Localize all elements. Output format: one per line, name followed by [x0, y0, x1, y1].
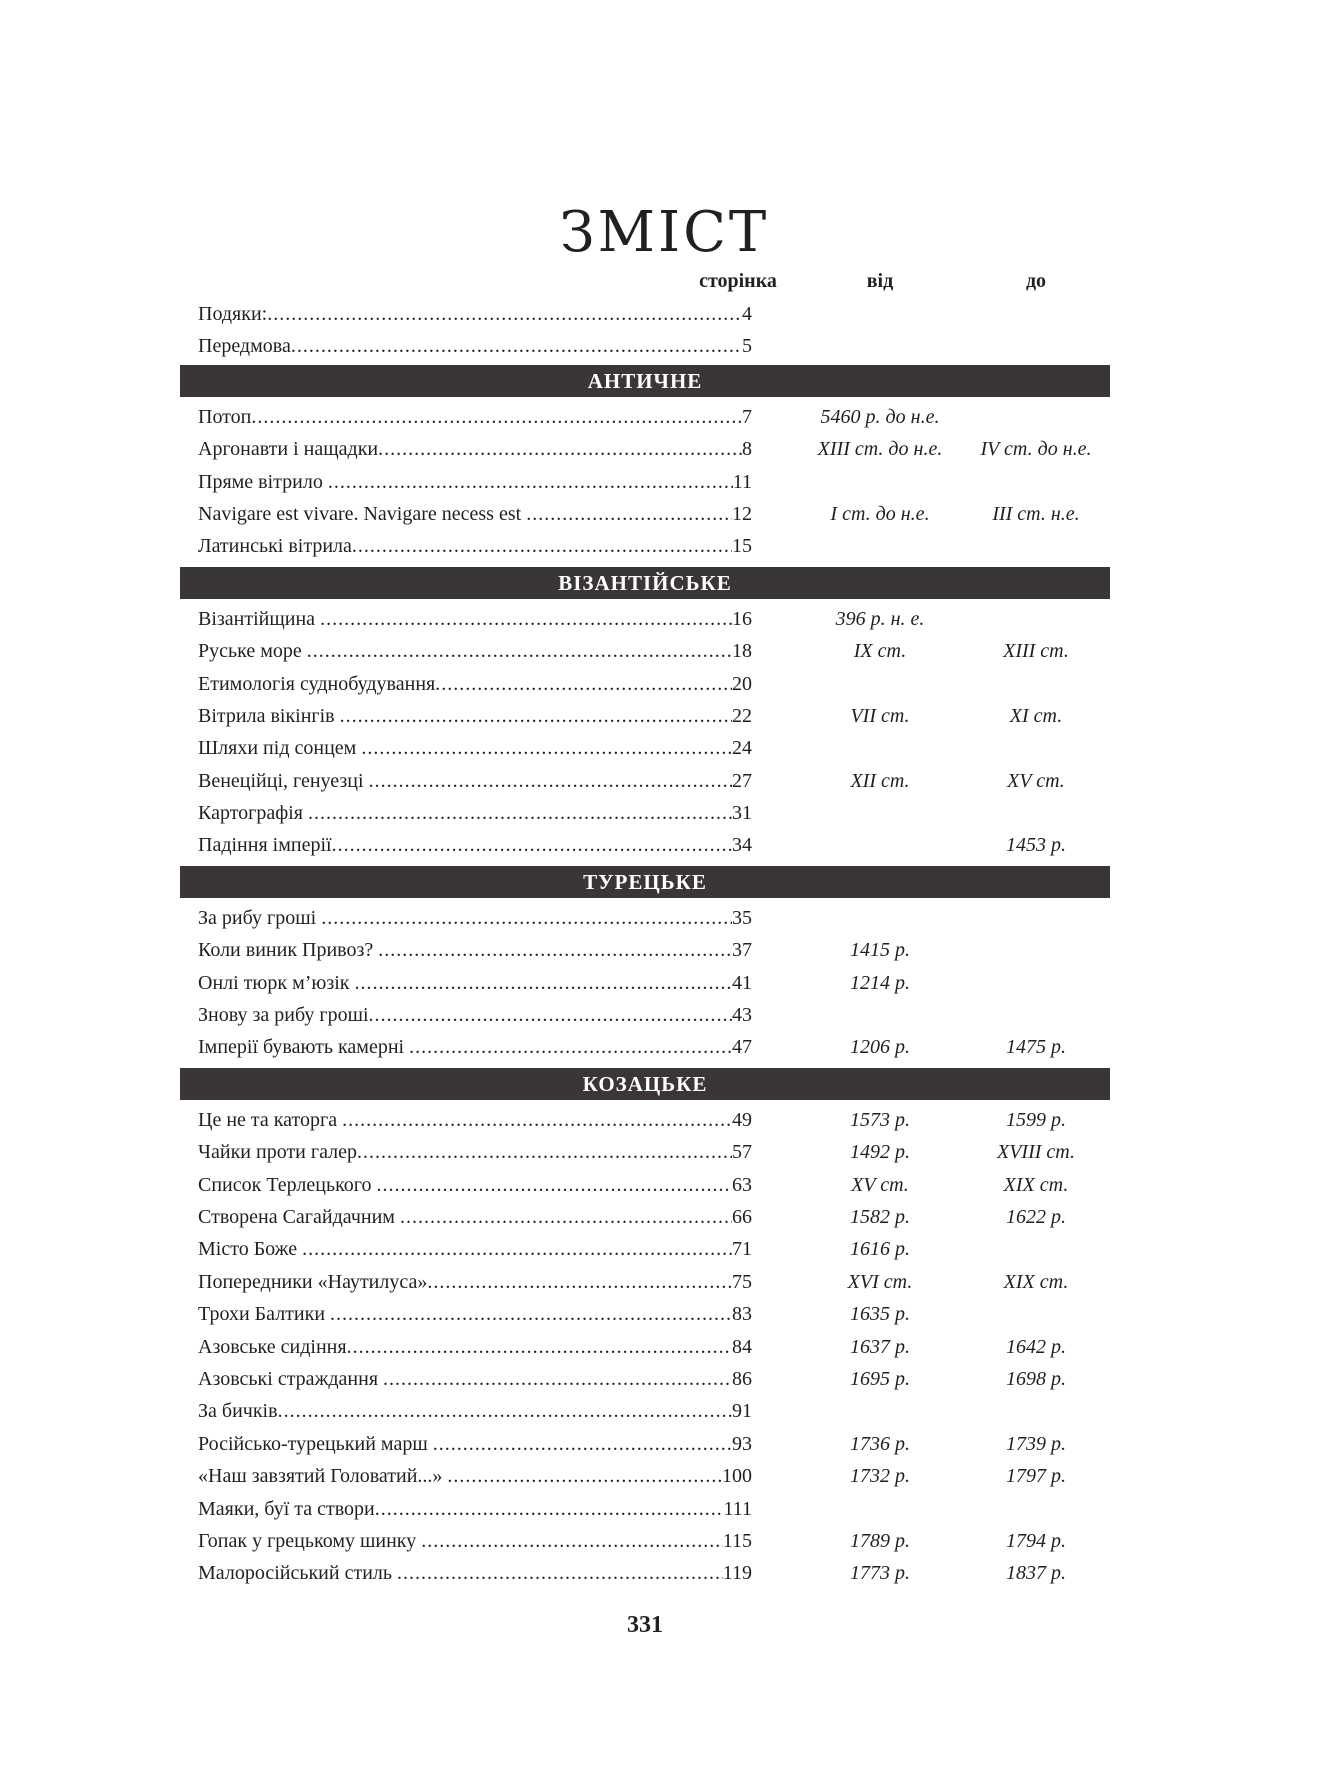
toc-row — [180, 668, 1110, 700]
toc-page-number: 57 — [732, 1141, 752, 1164]
dot-leader — [375, 1493, 724, 1525]
dot-leader — [397, 1557, 723, 1589]
toc-row — [180, 635, 1110, 667]
dot-leader — [267, 298, 742, 330]
toc-entry-title: Імперії бувають камерні — [198, 1036, 410, 1059]
toc-entry — [198, 668, 752, 700]
toc-entry-title: Створена Сагайдачним — [198, 1205, 400, 1228]
toc-row — [180, 902, 1110, 934]
dot-leader — [330, 1298, 732, 1330]
dot-leader — [302, 1233, 732, 1265]
toc-row — [180, 603, 1110, 635]
toc-row — [180, 1104, 1110, 1136]
toc-page-number: 75 — [732, 1270, 752, 1293]
toc-date-from: 396 р. н. е. — [835, 607, 925, 630]
toc-entry-title: Подяки: — [198, 303, 268, 325]
toc-row — [180, 1557, 1110, 1589]
toc-entry-title: Вітрила вікінгів — [198, 704, 340, 727]
toc-row — [180, 1331, 1110, 1363]
page-title: ЗМІСТ — [559, 200, 770, 265]
dot-leader — [308, 797, 732, 829]
toc-date-from: 1637 р. — [850, 1335, 910, 1358]
toc-date-to: 1698 р. — [1006, 1367, 1066, 1390]
toc-row — [180, 401, 1110, 433]
toc-page-number: 34 — [732, 834, 752, 857]
toc-page-number: 37 — [732, 939, 752, 962]
toc-date-to: 1475 р. — [1006, 1036, 1066, 1059]
dot-leader — [383, 1363, 732, 1395]
toc-page-number: 11 — [732, 470, 752, 493]
toc-date-from: 1206 р. — [850, 1036, 910, 1059]
toc-entry-title: Малоросійський стиль — [198, 1562, 397, 1585]
toc-entry-title: «Наш завзятий Головатий...» — [198, 1465, 448, 1488]
toc-row — [180, 298, 1110, 330]
toc-row — [180, 1525, 1110, 1557]
toc-row — [180, 1266, 1110, 1298]
toc-entry-title: Латинські вітрила — [198, 535, 352, 558]
toc-entry-title: Передмова — [198, 335, 291, 358]
toc-entry — [198, 732, 752, 764]
toc-entry — [198, 967, 752, 999]
toc-date-from: XVI ст. — [847, 1270, 913, 1293]
toc-date-to: 1797 р. — [1006, 1465, 1066, 1488]
column-header-from: від — [866, 270, 894, 292]
toc-row — [180, 732, 1110, 764]
toc-date-from: 1415 р. — [850, 939, 910, 962]
toc-row — [180, 1428, 1110, 1460]
toc-date-to: 1453 р. — [1006, 834, 1066, 857]
dot-leader — [347, 1331, 732, 1363]
toc-entry-title: Онлі тюрк м’юзік — [198, 971, 355, 994]
toc-entry-title: Азовське сидіння — [198, 1335, 347, 1358]
dot-leader — [352, 530, 732, 562]
toc-entry-title: Знову за рибу гроші — [198, 1004, 369, 1027]
toc-page-number: 31 — [732, 802, 752, 825]
section-header: АНТИЧНЕ — [180, 365, 1110, 397]
toc-date-to: III ст. н.е. — [992, 502, 1080, 525]
toc-entry-title: Етимологія суднобудування — [198, 672, 436, 695]
toc-row — [180, 1298, 1110, 1330]
toc-page-number: 100 — [722, 1465, 752, 1488]
toc-date-to: 1642 р. — [1006, 1335, 1066, 1358]
dot-leader — [421, 1525, 723, 1557]
toc-page-number: 49 — [732, 1108, 752, 1131]
toc-page-number: 4 — [742, 303, 752, 325]
toc-page-number: 83 — [732, 1303, 752, 1326]
dot-leader — [400, 1201, 732, 1233]
toc-entry — [198, 934, 752, 966]
toc-page-number: 93 — [732, 1432, 752, 1455]
toc-date-from: XV ст. — [851, 1173, 909, 1196]
toc-date-from: 1789 р. — [850, 1529, 910, 1552]
toc-page-number: 7 — [742, 405, 752, 428]
toc-row — [180, 1493, 1110, 1525]
toc-entry — [198, 1031, 752, 1063]
toc-date-from: 1635 р. — [850, 1303, 910, 1326]
toc-entry-title: Це не та каторга — [198, 1108, 343, 1131]
dot-leader — [409, 1031, 732, 1063]
toc-date-to: XV ст. — [1007, 769, 1065, 792]
toc-date-to: XIX ст. — [1003, 1270, 1069, 1293]
dot-leader — [278, 1395, 732, 1427]
toc-entry-title: Чайки проти галер — [198, 1141, 357, 1164]
toc-entry-title: Гопак у грецькому шинку — [198, 1529, 422, 1552]
toc-row — [180, 330, 1110, 362]
toc-entry — [198, 603, 752, 635]
toc-page-number: 15 — [732, 535, 752, 558]
dot-leader — [320, 603, 732, 635]
toc-entry — [198, 1395, 752, 1427]
toc-row — [180, 797, 1110, 829]
toc-entry — [198, 635, 752, 667]
toc-date-to: IV ст. до н.е. — [980, 438, 1092, 461]
toc-entry-title: Navigare est vivare. Navigare necess est — [198, 502, 527, 525]
toc-row — [180, 1460, 1110, 1492]
toc-entry — [198, 1169, 752, 1201]
toc-entry — [198, 700, 752, 732]
toc-row — [180, 1136, 1110, 1168]
toc-page-number: 115 — [722, 1529, 752, 1552]
toc-entry — [198, 999, 752, 1031]
toc-entry — [198, 1201, 752, 1233]
toc-row — [180, 1363, 1110, 1395]
toc-page-number: 86 — [732, 1367, 752, 1390]
toc-page-number: 91 — [732, 1400, 752, 1423]
toc-entry — [198, 1331, 752, 1363]
toc-date-to: XIII ст. — [1003, 640, 1069, 663]
toc-row — [180, 498, 1110, 530]
dot-leader — [251, 401, 742, 433]
dot-leader — [291, 330, 742, 362]
toc-row — [180, 466, 1110, 498]
toc-row — [180, 999, 1110, 1031]
toc-entry-title: Падіння імперії — [198, 834, 332, 857]
toc-page-number: 111 — [723, 1497, 752, 1520]
dot-leader — [369, 765, 732, 797]
toc-entry — [198, 1266, 752, 1298]
toc-date-to: XVIII ст. — [997, 1141, 1075, 1164]
toc-page-number: 22 — [732, 704, 752, 727]
toc-page-number: 71 — [732, 1238, 752, 1261]
toc-entry-title: Руське море — [198, 640, 307, 663]
toc-entry — [198, 1233, 752, 1265]
toc-page-number: 12 — [732, 502, 752, 525]
toc-entry-title: Аргонавти і нащадки — [198, 438, 379, 461]
toc-entry — [198, 829, 752, 861]
dot-leader — [526, 498, 732, 530]
toc-date-from: 1773 р. — [850, 1562, 910, 1585]
toc-date-to: XI ст. — [1009, 704, 1063, 727]
dot-leader — [427, 1266, 732, 1298]
toc-entry — [198, 530, 752, 562]
toc-entry — [198, 401, 752, 433]
toc-row — [180, 1395, 1110, 1427]
toc-page-number: 35 — [732, 906, 752, 929]
toc-entry-title: Список Терлецького — [198, 1173, 377, 1196]
toc-page-number: 41 — [732, 971, 752, 994]
dot-leader — [369, 999, 732, 1031]
toc-row — [180, 1201, 1110, 1233]
toc-page-number: 8 — [742, 438, 752, 461]
toc-row — [180, 934, 1110, 966]
toc-date-from: XIII ст. до н.е. — [817, 438, 943, 461]
toc-date-from: 1736 р. — [850, 1432, 910, 1455]
toc-date-from: IX ст. — [853, 640, 907, 663]
section-header: КОЗАЦЬКЕ — [180, 1068, 1110, 1100]
toc-date-from: 1492 р. — [850, 1141, 910, 1164]
toc-entry — [198, 902, 752, 934]
toc-entry — [198, 1363, 752, 1395]
dot-leader — [321, 902, 732, 934]
toc-date-from: 1616 р. — [850, 1238, 910, 1261]
toc-date-to: XIX ст. — [1003, 1173, 1069, 1196]
toc-date-from: 1214 р. — [850, 971, 910, 994]
toc-entry — [198, 433, 752, 465]
toc-row — [180, 967, 1110, 999]
toc-date-from: I ст. до н.е. — [830, 502, 930, 525]
toc-entry — [198, 1557, 752, 1589]
dot-leader — [340, 700, 732, 732]
toc-entry-title: Венеційці, генуезці — [198, 769, 369, 792]
toc-entry-title: За рибу гроші — [198, 906, 322, 929]
toc-page-number: 18 — [732, 640, 752, 663]
toc-date-to: 1794 р. — [1006, 1529, 1066, 1552]
section-header: ТУРЕЦЬКЕ — [180, 866, 1110, 898]
toc-entry — [198, 797, 752, 829]
column-header-to: до — [1025, 270, 1047, 292]
dot-leader — [378, 433, 742, 465]
dot-leader — [357, 1136, 732, 1168]
section-header: ВІЗАНТІЙСЬКЕ — [180, 567, 1110, 599]
toc-entry-title: Попередники «Наутилуса» — [198, 1270, 428, 1293]
toc-date-to: 1599 р. — [1006, 1108, 1066, 1131]
toc-row — [180, 433, 1110, 465]
toc-date-to: 1837 р. — [1006, 1562, 1066, 1585]
toc-entry-title: Візантійщина — [198, 607, 321, 630]
toc-entry — [198, 1298, 752, 1330]
page-number: 331 — [627, 1612, 663, 1638]
toc-entry-title: За бичків — [198, 1400, 278, 1423]
toc-entry — [198, 1493, 752, 1525]
toc-entry-title: Шляхи під сонцем — [198, 737, 362, 760]
toc-entry — [198, 498, 752, 530]
toc-entry-title: Маяки, буї та створи — [198, 1497, 375, 1520]
toc-entry-title: Російсько-турецький марш — [198, 1432, 433, 1455]
table-of-contents — [180, 298, 1110, 1590]
toc-date-from: 1573 р. — [850, 1108, 910, 1131]
toc-date-to: 1622 р. — [1006, 1205, 1066, 1228]
dot-leader — [377, 1169, 733, 1201]
toc-entry-title: Потоп — [198, 405, 252, 428]
toc-row — [180, 1031, 1110, 1063]
toc-entry-title: Місто Боже — [198, 1238, 303, 1261]
toc-page-number: 5 — [742, 335, 752, 358]
dot-leader — [433, 1428, 732, 1460]
dot-leader — [355, 967, 732, 999]
toc-row — [180, 700, 1110, 732]
toc-page-number: 63 — [732, 1173, 752, 1196]
toc-row — [180, 530, 1110, 562]
dot-leader — [447, 1460, 722, 1492]
toc-date-from: 1582 р. — [850, 1205, 910, 1228]
toc-entry — [198, 1460, 752, 1492]
toc-entry — [198, 298, 752, 330]
toc-page-number: 84 — [732, 1335, 752, 1358]
dot-leader — [342, 1104, 732, 1136]
toc-row — [180, 1169, 1110, 1201]
toc-date-from: VII ст. — [850, 704, 910, 727]
dot-leader — [361, 732, 732, 764]
column-header-page: сторінка — [699, 270, 777, 292]
toc-entry — [198, 1136, 752, 1168]
toc-entry — [198, 1104, 752, 1136]
toc-date-from: XII ст. — [850, 769, 910, 792]
toc-row — [180, 765, 1110, 797]
toc-page-number: 47 — [732, 1036, 752, 1059]
toc-entry-title: Коли виник Привоз? — [198, 939, 379, 962]
toc-page-number: 119 — [722, 1562, 752, 1585]
toc-entry-title: Пряме вітрило — [198, 470, 328, 493]
toc-date-from: 5460 р. до н.е. — [820, 405, 940, 428]
toc-page-number: 20 — [732, 672, 752, 695]
toc-row — [180, 1233, 1110, 1265]
toc-entry-title: Азовські страждання — [198, 1367, 384, 1390]
toc-page-number: 24 — [732, 737, 752, 760]
dot-leader — [378, 934, 732, 966]
dot-leader — [307, 635, 732, 667]
dot-leader — [435, 668, 732, 700]
toc-entry-title: Картографія — [198, 802, 308, 825]
toc-entry — [198, 466, 752, 498]
toc-page-number: 27 — [732, 769, 752, 792]
toc-date-to: 1739 р. — [1006, 1432, 1066, 1455]
toc-entry-title: Трохи Балтики — [198, 1303, 331, 1326]
toc-row — [180, 829, 1110, 861]
toc-entry — [198, 330, 752, 362]
toc-entry — [198, 765, 752, 797]
toc-page-number: 66 — [732, 1205, 752, 1228]
toc-date-from: 1695 р. — [850, 1367, 910, 1390]
toc-page-number: 43 — [732, 1004, 752, 1027]
toc-page-number: 16 — [732, 607, 752, 630]
toc-entry — [198, 1525, 752, 1557]
toc-date-from: 1732 р. — [850, 1465, 910, 1488]
dot-leader — [328, 466, 733, 498]
dot-leader — [332, 829, 732, 861]
toc-entry — [198, 1428, 752, 1460]
